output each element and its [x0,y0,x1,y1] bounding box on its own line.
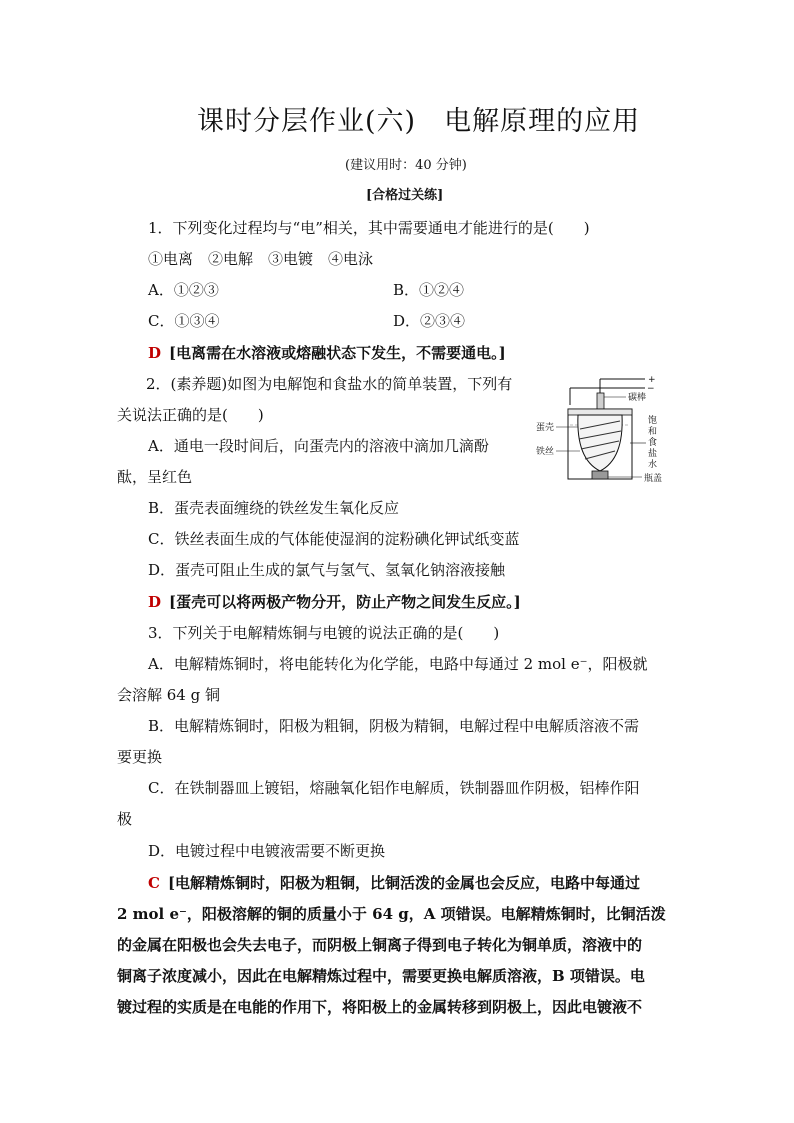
q2-option-c: C．铁丝表面生成的气体能使湿润的淀粉碘化钾试纸变蓝 [148,530,520,548]
iron-wire-label: 铁丝 [536,447,555,457]
q3-answer-line2: 2 mol e⁻，阳极溶解的铜的质量小于 64 g，A 项错误。电解精炼铜时，比铜活泼 [117,905,666,923]
q3-option-a-line2: 会溶解 64 g 铜 [117,686,220,704]
q2-answer-letter: D [148,593,162,611]
electrolysis-apparatus-figure [530,373,680,489]
q1-option-b: B．①②④ [393,281,465,299]
q1-answer-letter: D [148,344,162,362]
q2-option-b: B．蛋壳表面缠绕的铁丝发生氧化反应 [148,499,400,517]
saturated-char-1: 饱 [648,416,658,426]
q3-option-b-line2: 要更换 [117,748,163,766]
q2-option-a-line1: A．通电一段时间后，向蛋壳内的溶液中滴加几滴酚 [148,437,489,455]
eggshell-label: 蛋壳 [536,423,555,433]
bottle-cap-label: 瓶盖 [644,474,663,484]
q2-answer-text: [蛋壳可以将两极产物分开，防止产物之间发生反应。] [169,593,521,611]
q3-stem: 3．下列关于电解精炼铜与电镀的说法正确的是( ) [148,624,500,642]
q1-option-d: D．②③④ [393,312,466,330]
q1-option-a: A．①②③ [148,281,219,299]
saturated-char-5: 水 [648,460,658,470]
q1-items: ①电离 ②电解 ③电镀 ④电泳 [148,250,374,268]
q3-answer-line3: 的金属在阳极也会失去电子，而阴极上铜离子得到电子转化为铜单质，溶液中的 [117,936,643,954]
q1-option-c: C．①③④ [148,312,220,330]
minus-sign: − [647,384,655,394]
bottle-cap [592,471,608,479]
suggested-time: (建议用时：40 分钟) [345,158,467,173]
q3-option-c-line1: C．在铁制器皿上镀铝，熔融氧化铝作电解质，铁制器皿作阴极，铝棒作阳 [148,779,640,797]
q2-stem-line1: 2．(素养题)如图为电解饱和食盐水的简单装置，下列有 [146,375,513,393]
q1-stem: 1．下列变化过程均与“电”相关，其中需要通电才能进行的是( ) [148,219,590,237]
q1-answer [148,342,506,363]
saturated-char-4: 盐 [648,449,658,459]
section-heading: [合格过关练] [366,188,444,203]
q2-option-d: D．蛋壳可阻止生成的氯气与氢气、氢氧化钠溶液接触 [148,561,506,579]
beaker-rim [568,409,632,415]
q3-option-b-line1: B．电解精炼铜时，阳极为粗铜，阴极为精铜，电解过程中电解质溶液不需 [148,717,640,735]
q3-option-c-line2: 极 [117,810,133,828]
q2-answer [148,591,521,612]
q3-answer-letter: C [148,874,160,892]
saturated-char-2: 和 [648,427,658,437]
q3-answer-line4: 铜离子浓度减小，因此在电解精炼过程中，需要更换电解质溶液，B 项错误。电 [117,967,645,985]
page-title: 课时分层作业(六) 电解原理的应用 [197,106,641,137]
q3-answer-line1: [电解精炼铜时，阳极为粗铜，比铜活泼的金属也会反应，电路中每通过 [167,874,641,892]
saturated-char-3: 食 [648,438,658,448]
q3-answer-line5: 镀过程的实质是在电能的作用下，将阳极上的金属转移到阴极上，因此电镀液不 [117,998,643,1016]
plus-sign: + [648,375,656,385]
q3-option-d: D．电镀过程中电镀液需要不断更换 [148,842,386,860]
q3-option-a-line1: A．电解精炼铜时，将电能转化为化学能，电路中每通过 2 mol e⁻，阳极就 [148,655,648,673]
carbon-rod-label: 碳棒 [628,393,647,403]
q2-stem-line2: 关说法正确的是( ) [117,406,264,424]
eggshell [578,415,622,471]
q1-answer-text: [电离需在水溶液或熔融状态下发生，不需要通电。] [169,344,506,362]
q3-answer [148,872,640,893]
q2-option-a-line2: 酞，呈红色 [117,468,193,486]
